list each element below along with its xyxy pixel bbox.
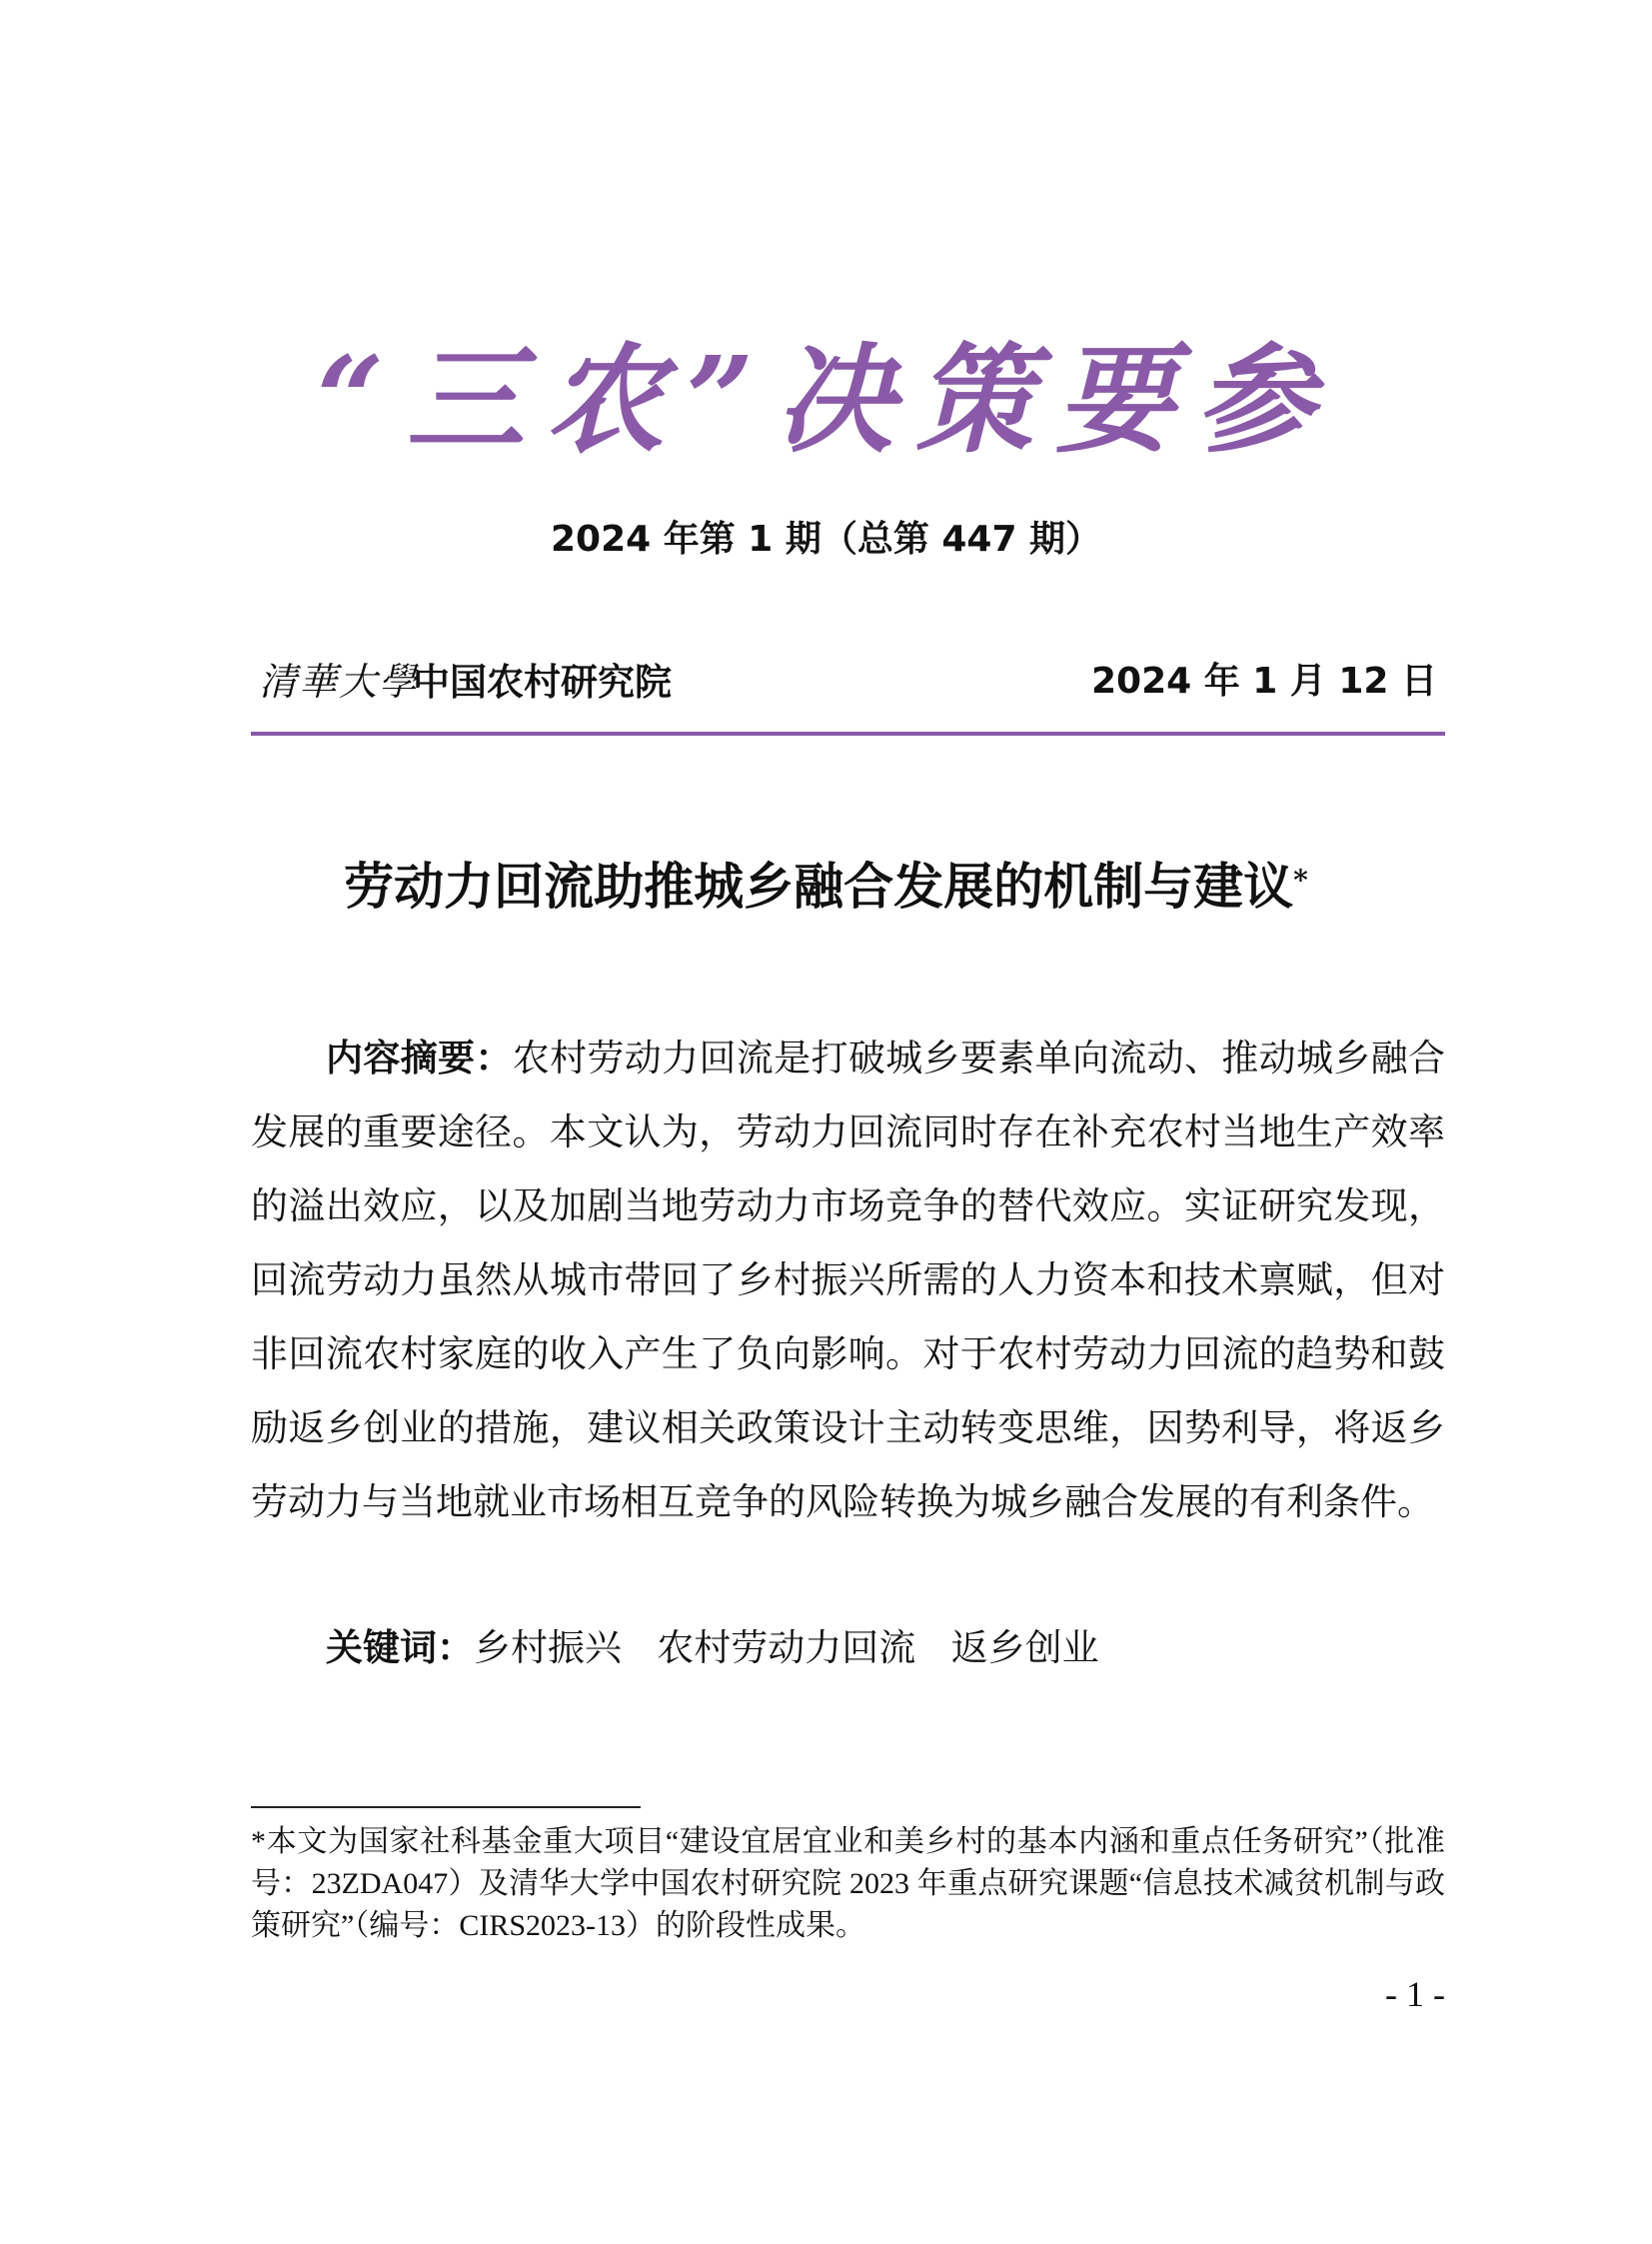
keyword-item: 农村劳动力回流 [657, 1626, 916, 1669]
article-title-text: 劳动力回流助推城乡融合发展的机制与建议 [344, 857, 1294, 916]
institute-name: 中国农村研究院 [413, 660, 672, 704]
title-footnote-marker: * [1293, 864, 1308, 897]
keywords-line [326, 1611, 1445, 1685]
header-divider [251, 732, 1445, 736]
keyword-item: 乡村振兴 [474, 1626, 622, 1669]
footnote: *本文为国家社科基金重大项目“建设宜居宜业和美乡村的基本内涵和重点任务研究”（批准号：23ZDA047）及清华大学中国农村研究院 2023 年重点研究课题“信息技术减贫机制与政策研究”（编号：CIRS2023-13）的阶段性成果。 [251, 1825, 1445, 1942]
publish-date: 2024 年 1 月 12 日 [1090, 661, 1437, 702]
issue-line: 2024 年第 1 期（总第 447 期） [550, 519, 1102, 560]
abstract-label: 内容摘要： [326, 1037, 513, 1080]
masthead-title: “三农”决策要参 [316, 330, 1336, 469]
abstract-paragraph [251, 1022, 1445, 1539]
page-number: - 1 - [1385, 1974, 1445, 2014]
university-logo: 清華大學 [259, 660, 420, 704]
article-title [0, 852, 1652, 922]
abstract-text: 农村劳动力回流是打破城乡要素单向流动、推动城乡融合发展的重要途径。本文认为，劳动力回流同时存在补充农村当地生产效率的溢出效应，以及加剧当地劳动力市场竞争的替代效应。实证研究发现，回流劳动力虽然从城市带回了乡村振兴所需的人力资本和技术禀赋，但对非回流农村家庭的收入产生了负向影响。对于农村劳动力回流的趋势和鼓励返乡创业的措施，建议相关政策设计主动转变思维，因势利导，将返乡劳动力与当地就业市场相互竞争的风险转换为城乡融合发展的有利条件。 [251, 1037, 1446, 1523]
keywords-label: 关键词： [326, 1626, 474, 1669]
publisher-row [251, 655, 1445, 711]
keyword-item: 返乡创业 [950, 1626, 1099, 1669]
footnote-divider [251, 1806, 641, 1808]
